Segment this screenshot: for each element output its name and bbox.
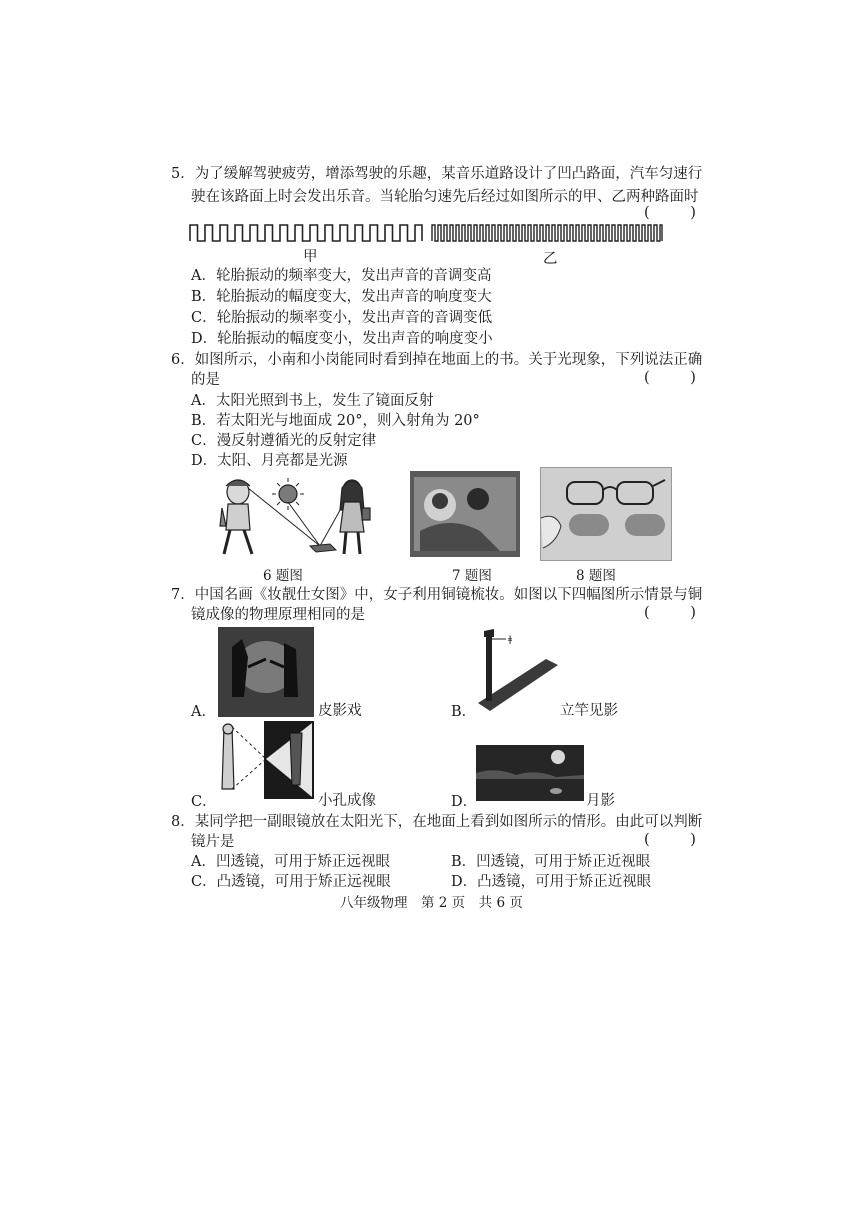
fig7-caption: 7 题图 bbox=[452, 568, 492, 584]
sun-icon bbox=[272, 478, 304, 510]
book-icon bbox=[310, 544, 336, 552]
q6-answer-blank: ( ) bbox=[644, 370, 714, 386]
q8-stem-line2: 镜片是 bbox=[191, 834, 235, 850]
q7-option-d-moon-reflection-image bbox=[476, 745, 584, 801]
q8-option-b: B．凹透镜，可用于矫正近视眼 bbox=[451, 854, 651, 870]
page-footer: 八年级物理 第 2 页 共 6 页 bbox=[340, 895, 523, 911]
fig6-reflection-illustration bbox=[212, 474, 384, 560]
road-surface-figure bbox=[186, 219, 666, 245]
fig6-caption: 6 题图 bbox=[263, 568, 303, 584]
q7-option-b-letter: B． bbox=[451, 704, 477, 720]
q6-stem-line2: 的是 bbox=[191, 372, 220, 388]
q6-option-a: A．太阳光照到书上，发生了镜面反射 bbox=[191, 393, 434, 409]
q5-option-d: D．轮胎振动的幅度变小，发出声音的响度变小 bbox=[191, 331, 493, 347]
light-rays bbox=[248, 488, 348, 546]
fig8-glasses-shadow-image bbox=[540, 467, 672, 561]
q5-option-c: C．轮胎振动的频率变小，发出声音的音调变低 bbox=[191, 310, 493, 326]
q8-answer-blank: ( ) bbox=[644, 832, 714, 848]
q7-option-d-letter: D． bbox=[451, 794, 478, 810]
q5-option-b: B．轮胎振动的幅度变大，发出声音的响度变大 bbox=[191, 289, 492, 305]
q6-option-d: D．太阳、月亮都是光源 bbox=[191, 453, 348, 469]
girl-figure bbox=[340, 480, 370, 554]
q8-option-c: C．凸透镜，可用于矫正远视眼 bbox=[191, 874, 391, 890]
q7-option-b-pole-shadow-figure bbox=[472, 625, 562, 711]
fig8-caption: 8 题图 bbox=[576, 568, 616, 584]
q5-label-jia: 甲 bbox=[303, 249, 318, 265]
q7-stem-line2: 镜成像的物理原理相同的是 bbox=[191, 607, 365, 623]
road-jia bbox=[190, 225, 422, 241]
road-yi bbox=[432, 225, 662, 241]
q5-option-a: A．轮胎振动的频率变大，发出声音的音调变高 bbox=[191, 268, 492, 284]
q7-answer-blank: ( ) bbox=[644, 605, 714, 621]
q5-stem-line1: 5．为了缓解驾驶疲劳，增添驾驶的乐趣，某音乐道路设计了凹凸路面，汽车匀速行 bbox=[171, 166, 703, 182]
q8-option-a: A．凹透镜，可用于矫正远视眼 bbox=[191, 854, 390, 870]
road-profile bbox=[432, 225, 662, 241]
road-profile bbox=[190, 225, 422, 241]
q7-stem-line1: 7．中国名画《妆靓仕女图》中，女子利用铜镜梳妆。如图以下四幅图所示情景与铜 bbox=[171, 587, 703, 603]
q7-option-c-pinhole-figure bbox=[214, 719, 318, 801]
q7-option-a-shadow-play-image bbox=[218, 627, 314, 717]
q6-stem-line1: 6．如图所示，小南和小岗能同时看到掉在地面上的书。关于光现象，下列说法正确 bbox=[171, 352, 703, 368]
q6-option-c: C．漫反射遵循光的反射定律 bbox=[191, 433, 377, 449]
q7-option-c-caption: 小孔成像 bbox=[318, 793, 376, 809]
q6-option-b: B．若太阳光与地面成 20°，则入射角为 20° bbox=[191, 413, 480, 429]
q5-answer-blank: ( ) bbox=[644, 205, 714, 221]
q7-option-b-caption: 立竿见影 bbox=[560, 703, 618, 719]
q8-stem-line1: 8．某同学把一副眼镜放在太阳光下，在地面上看到如图所示的情形。由此可以判断 bbox=[171, 814, 703, 830]
svg-text:ǂ: ǂ bbox=[508, 635, 513, 645]
q7-option-c-letter: C． bbox=[191, 794, 217, 810]
q8-option-d: D．凸透镜，可用于矫正近视眼 bbox=[451, 874, 652, 890]
q7-option-a-caption: 皮影戏 bbox=[318, 703, 362, 719]
q7-option-a-letter: A． bbox=[191, 704, 216, 720]
q5-label-yi: 乙 bbox=[543, 251, 558, 267]
q5-stem-line2: 驶在该路面上时会发出乐音。当轮胎匀速先后经过如图所示的甲、乙两种路面时 bbox=[191, 189, 699, 205]
q7-option-d-caption: 月影 bbox=[586, 793, 615, 809]
boy-figure bbox=[220, 480, 252, 554]
fig7-mirror-painting-image bbox=[410, 471, 520, 557]
